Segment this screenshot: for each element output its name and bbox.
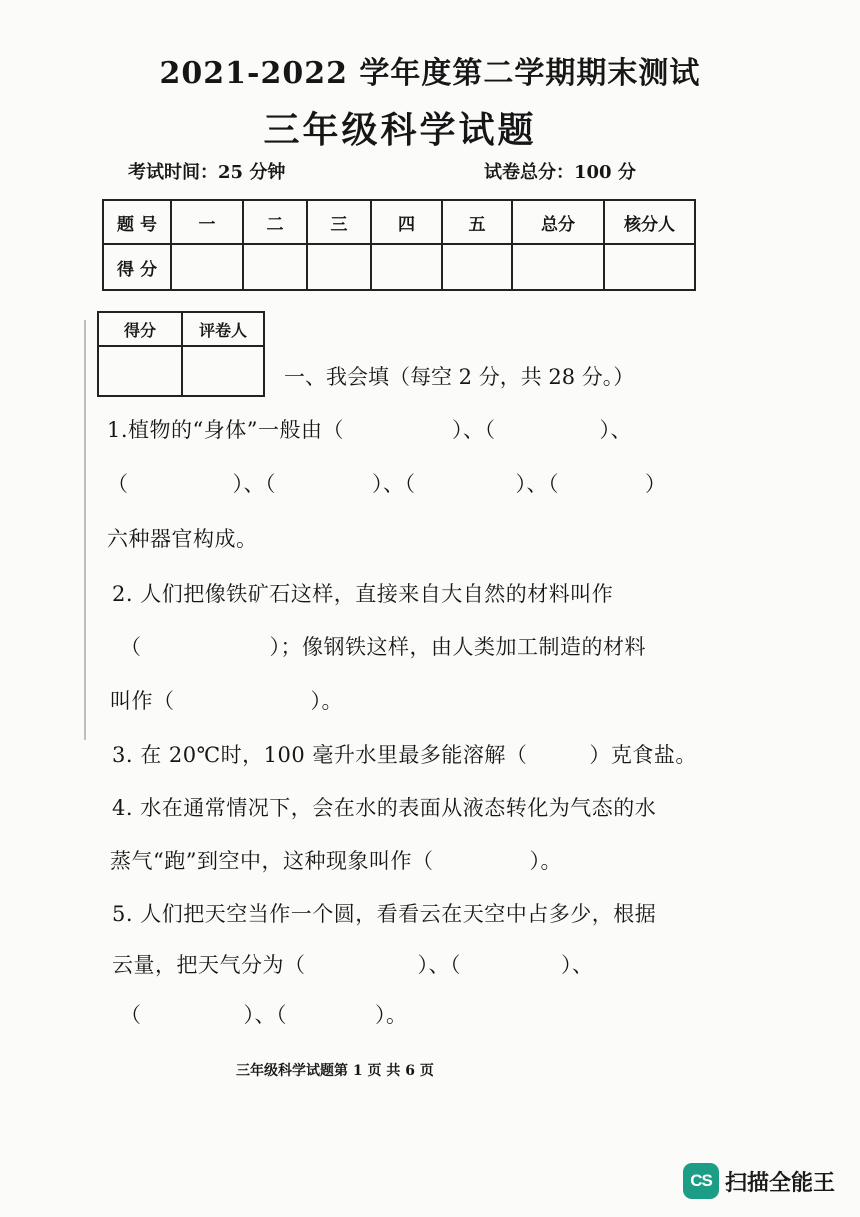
exam-title: 2021-2022 学年度第二学期期末测试 <box>159 56 701 91</box>
question-3-line-1 <box>112 739 697 769</box>
question-1-line-2 <box>107 468 667 498</box>
question-text: ）、（ <box>515 472 559 496</box>
question-text: ）、（ <box>243 1003 287 1027</box>
question-text: ）、（ <box>452 418 496 442</box>
score-cell[interactable] <box>371 244 442 290</box>
score-table-score-row <box>103 244 695 290</box>
question-text: ）、（ <box>232 472 276 496</box>
question-2-line-2 <box>120 631 646 661</box>
question-text: ）；像钢铁这样，由人类加工制造的材料 <box>269 635 646 659</box>
page-footer: 三年级科学试题第 1 页 共 6 页 <box>236 1063 434 1079</box>
camscanner-watermark <box>683 1163 835 1199</box>
score-cell[interactable] <box>442 244 512 290</box>
question-text: 蒸气“跑”到空中，这种现象叫作（ <box>110 849 434 873</box>
question-text: 云量，把天气分为（ <box>112 953 306 977</box>
grader-score-label: 得分 <box>98 312 182 346</box>
score-table-col: 总分 <box>512 200 604 244</box>
question-4-line-2 <box>110 845 562 875</box>
question-2-line-1 <box>112 578 613 608</box>
question-4-line-1 <box>112 792 656 822</box>
score-table-col: 四 <box>371 200 442 244</box>
score-table-header-row <box>103 200 695 244</box>
score-table-col: 五 <box>442 200 512 244</box>
question-text: ）。 <box>310 689 343 713</box>
score-table <box>102 199 696 291</box>
score-table-col: 三 <box>307 200 371 244</box>
question-text: （ <box>107 472 129 496</box>
score-cell[interactable] <box>307 244 371 290</box>
question-text: ）克食盐。 <box>589 743 697 767</box>
question-text: ）、 <box>561 953 594 977</box>
score-cell[interactable] <box>171 244 243 290</box>
score-table-row-label: 得 分 <box>103 244 171 290</box>
question-text: ）。 <box>529 849 562 873</box>
question-text: ）。 <box>375 1003 408 1027</box>
exam-subtitle: 三年级科学试题 <box>263 109 537 151</box>
question-text: ）、（ <box>372 472 416 496</box>
score-cell[interactable] <box>512 244 604 290</box>
score-table-row-label: 题 号 <box>103 200 171 244</box>
grader-name-label: 评卷人 <box>182 312 264 346</box>
question-text: （ <box>120 635 142 659</box>
question-text: 六种器官构成。 <box>107 527 258 551</box>
question-text: 4. 水在通常情况下，会在水的表面从液态转化为气态的水 <box>112 796 657 820</box>
question-text: 3. 在 20℃时，100 毫升水里最多能溶解（ <box>112 743 528 767</box>
question-text: ）、（ <box>417 953 461 977</box>
exam-time: 考试时间：25 分钟 <box>128 162 286 183</box>
question-1-line-3 <box>107 523 258 553</box>
question-text: ） <box>645 472 667 496</box>
score-table-col: 二 <box>243 200 307 244</box>
camscanner-app-name: 扫描全能王 <box>725 1169 836 1195</box>
binding-line <box>84 320 86 740</box>
question-text: 叫作（ <box>110 689 175 713</box>
score-table-col: 核分人 <box>604 200 695 244</box>
question-text: 2. 人们把像铁矿石这样，直接来自大自然的材料叫作 <box>112 582 614 606</box>
question-5-line-3 <box>120 999 408 1029</box>
question-text: ）、 <box>599 418 633 442</box>
question-text: （ <box>120 1003 142 1027</box>
total-score: 试卷总分：100 分 <box>484 162 636 183</box>
question-5-line-1 <box>112 898 656 928</box>
question-5-line-2 <box>112 949 594 979</box>
score-cell[interactable] <box>604 244 695 290</box>
grader-score-cell[interactable] <box>98 346 182 396</box>
question-text: 1.植物的“身体”一般由（ <box>107 418 345 442</box>
question-1-line-1 <box>107 414 632 444</box>
question-text: 5. 人们把天空当作一个圆，看看云在天空中占多少，根据 <box>112 902 657 926</box>
camscanner-logo-icon: CS <box>683 1163 719 1199</box>
section-1-heading: 一、我会填（每空 2 分，共 28 分。） <box>284 365 635 389</box>
grader-name-cell[interactable] <box>182 346 264 396</box>
score-cell[interactable] <box>243 244 307 290</box>
question-2-line-3 <box>110 685 343 715</box>
grader-box <box>97 311 265 397</box>
score-table-col: 一 <box>171 200 243 244</box>
